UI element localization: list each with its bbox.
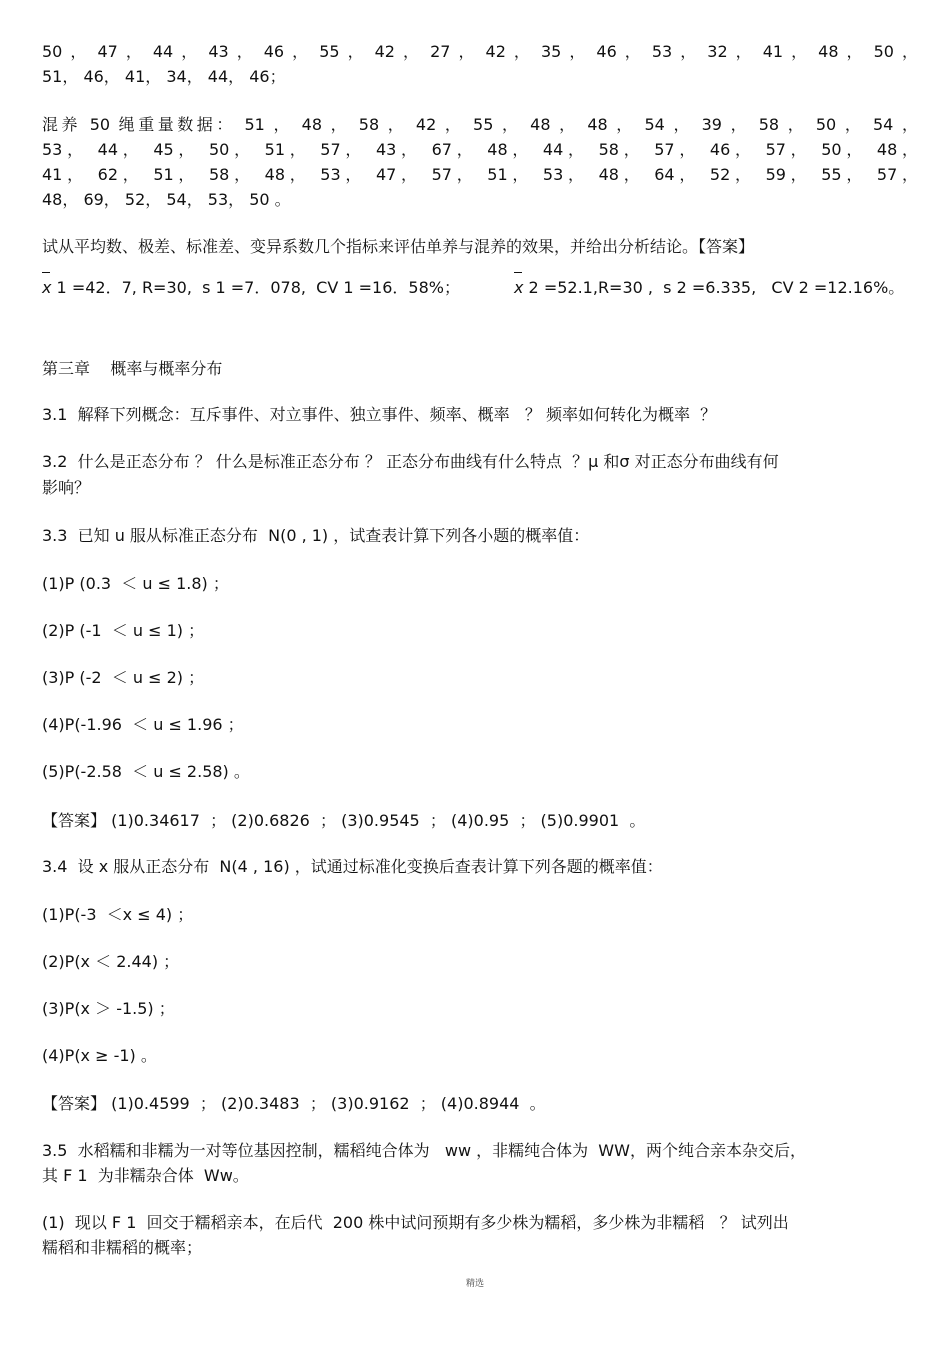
question-3-4-item-4: (4)P(x ≥ -1) 。	[42, 1046, 157, 1065]
x-bar-symbol: x	[514, 278, 524, 297]
chapter-heading: 第三章 概率与概率分布	[42, 359, 223, 378]
question-3-5-line-2: 其 F 1 为非糯杂合体 Ww。	[42, 1166, 249, 1185]
mixed-culture-data-line-4: 48， 69， 52， 54， 53， 50 。	[42, 190, 291, 209]
question-3-5-sub-1-line-1: (1) 现以 F 1 回交于糯稻亲本，在后代 200 株中试问预期有多少株为糯稻，多少株为非糯稻 ？ 试列出	[42, 1213, 789, 1232]
question-3-4-item-1: (1)P(-3 ＜x ≤ 4) ；	[42, 905, 194, 924]
mixed-culture-data-line-2: 53， 44， 45， 50， 51， 57， 43， 67， 48， 44， 58， 57， 46， 57， 50， 48，	[42, 140, 918, 159]
question-3-3-item-5: (5)P(-2.58 ＜ u ≤ 2.58) 。	[42, 762, 250, 781]
question-3-1: 3.1 解释下列概念：互斥事件、对立事件、独立事件、频率、概率 ？ 频率如何转化为概率 ？	[42, 405, 717, 424]
question-3-4: 3.4 设 x 服从正态分布 N(4 , 16) ，试通过标准化变换后查表计算下列各题的概率值：	[42, 857, 663, 876]
question-3-5-line-1: 3.5 水稻糯和非糯为一对等位基因控制，糯稻纯合体为 ww ，非糯纯合体为 WW，两个纯合亲本杂交后，	[42, 1141, 806, 1160]
question-3-3-item-2: (2)P (-1 ＜ u ≤ 1) ；	[42, 621, 205, 640]
answer-stats-2: 2 =52.1,R=30 , s 2 =6.335, CV 2 =12.16%。	[523, 278, 905, 297]
question-3-2-line-1: 3.2 什么是正态分布 ？ 什么是标准正态分布 ？ 正态分布曲线有什么特点 ？μ 和σ 对正态分布曲线有何	[42, 452, 779, 471]
mixed-culture-data-line-3: 41， 62， 51， 58， 48， 53， 47， 57， 51， 53， 48， 64， 52， 59， 55， 57，	[42, 165, 918, 184]
x-bar-symbol: x	[42, 278, 52, 297]
page-footer: 精选	[465, 1279, 484, 1289]
question-3-2-line-2: 影响？	[42, 478, 91, 497]
question-3-3-item-4: (4)P(-1.96 ＜ u ≤ 1.96 ；	[42, 715, 244, 734]
question-3-5-sub-1-line-2: 糯稻和非糯稻的概率；	[42, 1238, 203, 1257]
mixed-culture-data-line-1: 混养 50 绳重量数据： 51 ， 48 ， 58 ， 42 ， 55 ， 48 ， 48 ， 54 ， 39 ， 58 ， 50 ， 54 ，	[42, 115, 918, 134]
question-3-3-item-3: (3)P (-2 ＜ u ≤ 2) ；	[42, 668, 205, 687]
single-culture-data-line-1: 50 ， 47 ， 44 ， 43 ， 46 ， 55 ， 42 ， 27 ， 42 ， 35 ， 46 ， 53 ， 32 ， 41 ， 48 ， 50 ，	[42, 42, 918, 61]
answer-3-4: 【答案】 (1)0.4599 ； (2)0.3483 ； (3)0.9162 ； (4)0.8944 。	[42, 1094, 546, 1113]
question-3-4-item-2: (2)P(x ＜ 2.44) ；	[42, 952, 180, 971]
answer-group-1	[42, 278, 460, 298]
question-3-3: 3.3 已知 u 服从标准正态分布 N(0 , 1) ，试查表计算下列各小题的概率值：	[42, 526, 590, 545]
single-culture-data-line-2: 51， 46， 41， 34， 44， 46；	[42, 67, 286, 86]
question-text: 试从平均数、极差、标准差、变异系数几个指标来评估单养与混养的效果，并给出分析结论。【答案】	[42, 237, 755, 256]
answer-3-3: 【答案】 (1)0.34617 ； (2)0.6826 ； (3)0.9545 ； (4)0.95 ； (5)0.9901 。	[42, 811, 646, 830]
question-3-3-item-1: (1)P (0.3 ＜ u ≤ 1.8) ；	[42, 574, 229, 593]
question-3-4-item-3: (3)P(x ＞ -1.5) ；	[42, 999, 175, 1018]
answer-stats-1: 1 =42．7, R=30, s 1 =7．078, CV 1 =16．58%；	[51, 278, 460, 297]
answer-group-2	[514, 278, 904, 298]
